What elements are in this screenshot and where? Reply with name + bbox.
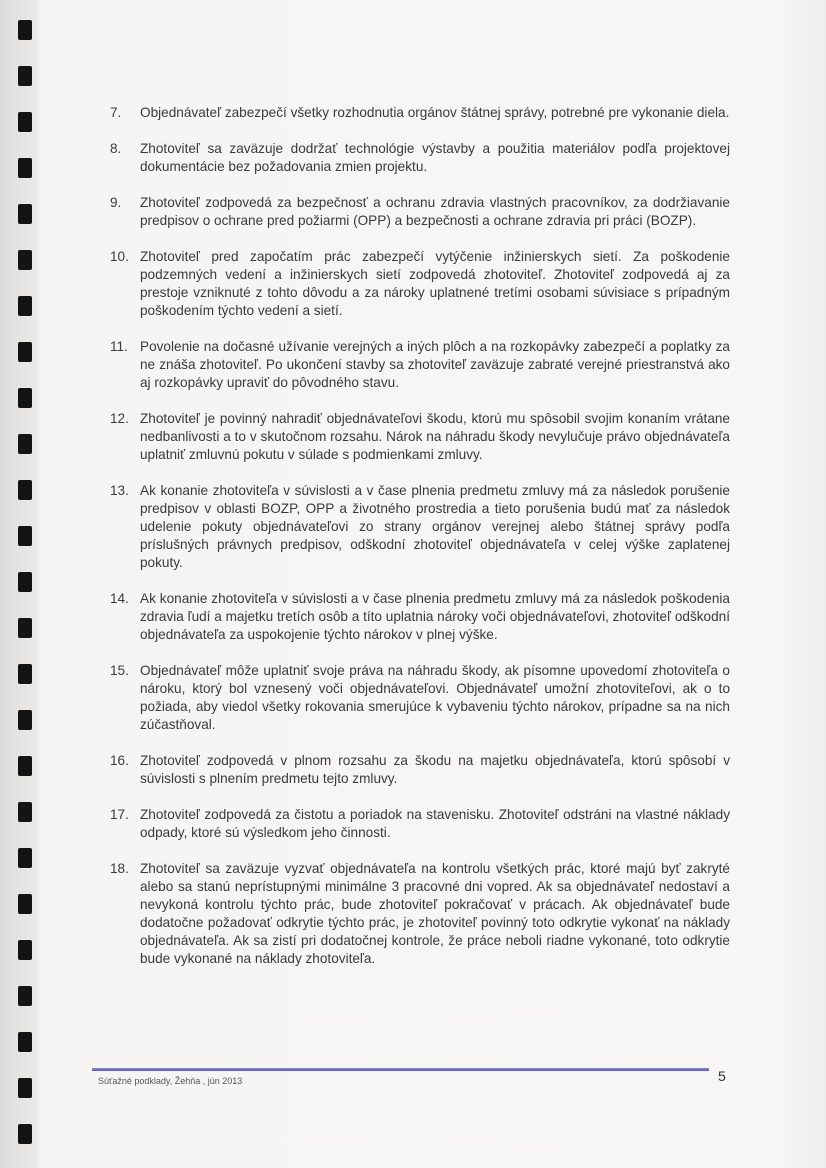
page-number: 5 bbox=[718, 1068, 726, 1084]
item-text: Povolenie na dočasné užívanie verejných a iných plôch a na rozkopávky zabezpečí a poplatky za ne znáša zhotoviteľ. Po ukončení stavby sa zhotoviteľ zaväzuje zabraté verejné priestranstvá ako aj rozkopávky upraviť do pôvodného stavu. bbox=[140, 339, 730, 390]
item-number: 12. bbox=[110, 411, 129, 426]
binding-hole bbox=[18, 1032, 32, 1052]
binding-hole bbox=[18, 342, 32, 362]
binding-hole bbox=[18, 894, 32, 914]
binding-hole bbox=[18, 526, 32, 546]
list-item bbox=[110, 662, 730, 734]
binding-hole bbox=[18, 802, 32, 822]
list-item bbox=[110, 194, 730, 230]
binding-hole bbox=[18, 480, 32, 500]
item-text: Objednávateľ zabezpečí všetky rozhodnutia orgánov štátnej správy, potrebné pre vykonanie diela. bbox=[140, 105, 730, 120]
item-text: Zhotoviteľ zodpovedá za čistotu a poriadok na stavenisku. Zhotoviteľ odstráni na vlastné náklady odpady, ktoré sú výsledkom jeho činnosti. bbox=[140, 807, 730, 840]
binding-hole bbox=[18, 66, 32, 86]
binding-hole bbox=[18, 388, 32, 408]
item-text: Zhotoviteľ pred započatím prác zabezpečí vytýčenie inžinierskych sietí. Za poškodenie podzemných vedení a inžinierskych sietí zodpovedá zhotoviteľ. Zhotoviteľ zodpovedá aj za prestoje vzniknuté z tohto dôvodu a za nároky uplatnené tretími osobami súvisiace s prípadným poškodením týchto vedení a sietí. bbox=[140, 249, 730, 318]
list-item bbox=[110, 338, 730, 392]
item-text: Zhotoviteľ sa zaväzuje dodržať technológie výstavby a použitia materiálov podľa projektovej dokumentácie bez požadovania zmien projektu. bbox=[140, 141, 730, 174]
item-text: Zhotoviteľ je povinný nahradiť objednávateľovi škodu, ktorú mu spôsobil svojim konaním vrátane nedbanlivosti a to v skutočnom rozsahu. Nárok na náhradu škody nevylučuje právo objednávateľa uplatniť zmluvnú pokutu v súlade s podmienkami zmluvy. bbox=[140, 411, 730, 462]
list-item bbox=[110, 410, 730, 464]
binding-hole bbox=[18, 112, 32, 132]
item-number: 10. bbox=[110, 249, 129, 264]
item-number: 11. bbox=[110, 339, 128, 354]
binding-hole bbox=[18, 1078, 32, 1098]
spiral-binding bbox=[0, 0, 40, 1168]
binding-hole bbox=[18, 940, 32, 960]
binding-hole bbox=[18, 434, 32, 454]
footer-divider bbox=[92, 1068, 709, 1071]
item-text: Zhotoviteľ zodpovedá v plnom rozsahu za škodu na majetku objednávateľa, ktorú spôsobí v súvislosti s plnením predmetu tejto zmluvy. bbox=[140, 753, 730, 786]
footer-caption: Súťažné podklady, Žehňa , jún 2013 bbox=[98, 1076, 243, 1086]
numbered-list bbox=[110, 104, 730, 968]
binding-hole bbox=[18, 618, 32, 638]
item-number: 8. bbox=[110, 141, 122, 156]
list-item bbox=[110, 104, 730, 122]
item-number: 16. bbox=[110, 753, 129, 768]
list-item bbox=[110, 860, 730, 968]
item-number: 13. bbox=[110, 483, 129, 498]
list-item bbox=[110, 248, 730, 320]
list-item bbox=[110, 752, 730, 788]
list-item bbox=[110, 140, 730, 176]
binding-hole bbox=[18, 250, 32, 270]
binding-hole bbox=[18, 572, 32, 592]
item-number: 14. bbox=[110, 591, 129, 606]
binding-hole bbox=[18, 756, 32, 776]
item-number: 15. bbox=[110, 663, 129, 678]
binding-hole bbox=[18, 710, 32, 730]
binding-hole bbox=[18, 20, 32, 40]
item-text: Ak konanie zhotoviteľa v súvislosti a v čase plnenia predmetu zmluvy má za následok porušenie predpisov v oblasti BOZP, OPP a životného prostredia a tieto porušenia budú mať za následok udelenie pokuty objednávateľovi zo strany orgánov verejnej alebo štátnej správy podľa príslušných právnych predpisov, odškodní zhotoviteľ objednávateľa v celej výške zaplatenej pokuty. bbox=[140, 483, 730, 570]
item-number: 18. bbox=[110, 861, 129, 876]
item-number: 9. bbox=[110, 195, 122, 210]
item-number: 17. bbox=[110, 807, 129, 822]
binding-hole bbox=[18, 1124, 32, 1144]
binding-hole bbox=[18, 664, 32, 684]
binding-hole bbox=[18, 848, 32, 868]
binding-hole bbox=[18, 986, 32, 1006]
binding-hole bbox=[18, 204, 32, 224]
item-text: Objednávateľ môže uplatniť svoje práva na náhradu škody, ak písomne upovedomí zhotoviteľa o nároku, ktorý bol vznesený voči objednávateľovi. Objednávateľ umožní zhotoviteľovi, ak o to požiada, aby viedol všetky rokovania smerujúce k vybaveniu týchto nárokov, prípadne sa na nich zúčastňoval. bbox=[140, 663, 730, 732]
binding-hole bbox=[18, 296, 32, 316]
item-text: Zhotoviteľ sa zaväzuje vyzvať objednávateľa na kontrolu všetkých prác, ktoré majú byť zakryté alebo sa stanú neprístupnými minimálne 3 pracovné dni vopred. Ak sa objednávateľ nedostaví a nevykoná kontrolu týchto prác, bude zhotoviteľ pokračovať v prácach. Ak objednávateľ bude dodatočne požadovať odkrytie týchto prác, je zhotoviteľ povinný toto odkrytie vykonať na náklady objednávateľa. Ak sa zistí pri dodatočnej kontrole, že práce neboli riadne vykonané, toto odkrytie bude vykonané na náklady zhotoviteľa. bbox=[140, 861, 730, 966]
binding-hole bbox=[18, 158, 32, 178]
item-number: 7. bbox=[110, 105, 122, 120]
list-item bbox=[110, 590, 730, 644]
item-text: Ak konanie zhotoviteľa v súvislosti a v čase plnenia predmetu zmluvy má za následok poškodenia zdravia ľudí a majetku tretích osôb a títo uplatnia nároky voči objednávateľovi, zhotoviteľ odškodní objednávateľa za uspokojenie týchto nárokov v plnej výške. bbox=[140, 591, 730, 642]
item-text: Zhotoviteľ zodpovedá za bezpečnosť a ochranu zdravia vlastných pracovníkov, za dodržiavanie predpisov o ochrane pred požiarmi (OPP) a bezpečnosti a ochrane zdravia pri práci (BOZP). bbox=[140, 195, 730, 228]
list-item bbox=[110, 806, 730, 842]
list-item bbox=[110, 482, 730, 572]
